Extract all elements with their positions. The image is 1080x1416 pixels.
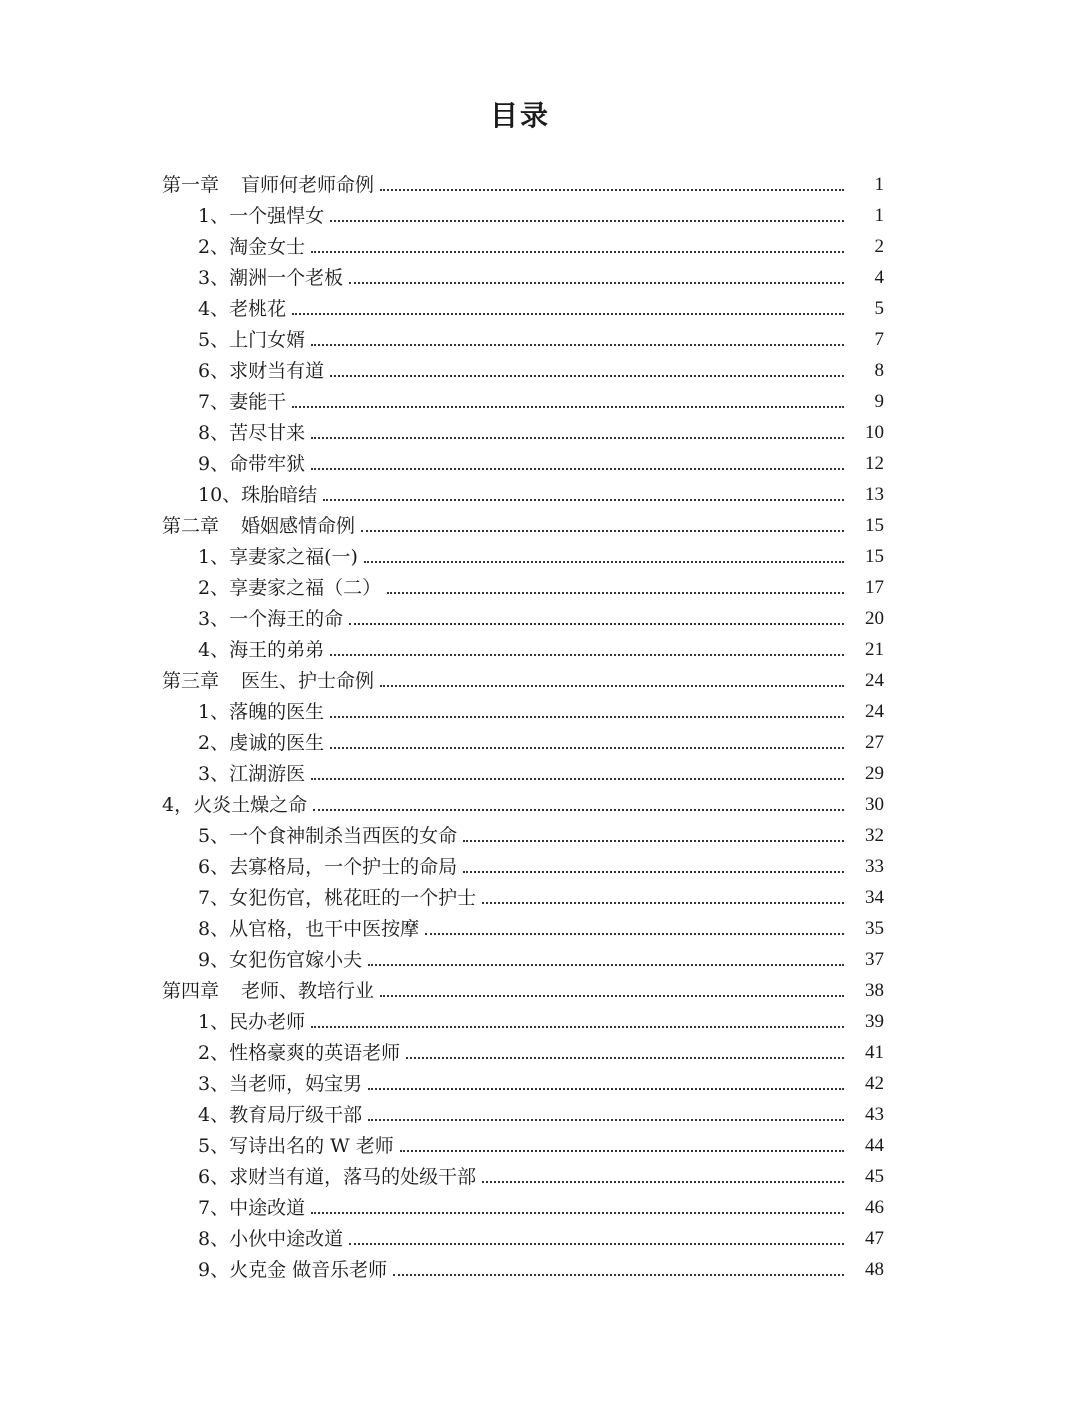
dot-leader	[349, 1243, 844, 1245]
toc-entry-title	[198, 824, 457, 848]
toc-entry-title	[198, 235, 305, 259]
toc-entry-title	[162, 669, 374, 693]
toc-item-row[interactable]	[0, 445, 1080, 476]
toc-entry-title	[198, 1010, 305, 1034]
toc-entry-title	[198, 1227, 343, 1251]
toc-entry-title	[198, 886, 476, 910]
page-number: 38	[865, 980, 884, 1001]
toc-item-row[interactable]	[0, 724, 1080, 755]
toc-entry-label: 9、女犯伤官嫁小夫	[198, 949, 363, 971]
toc-chapter-row[interactable]	[0, 166, 1080, 197]
toc-item-row[interactable]	[0, 1003, 1080, 1034]
toc-entry-label: 9、命带牢狱	[198, 453, 306, 475]
toc-item-row[interactable]	[0, 197, 1080, 228]
toc-entry-title	[198, 421, 305, 445]
toc-entry-title	[198, 1103, 362, 1127]
toc-entry-label: 1、民办老师	[198, 1011, 306, 1033]
toc-entry-label: 10、珠胎暗结	[198, 484, 318, 506]
toc-entry-label: 盲师何老师命例	[241, 174, 375, 196]
page-number: 35	[865, 918, 884, 939]
toc-item-row[interactable]	[0, 1251, 1080, 1282]
page-number: 33	[865, 856, 884, 877]
toc-entry-label: 3、一个海王的命	[198, 608, 344, 630]
page-number: 37	[865, 949, 884, 970]
page-number: 4	[874, 267, 884, 288]
toc-entry-title	[198, 204, 324, 228]
dot-leader	[330, 375, 844, 377]
toc-item-row[interactable]	[0, 1034, 1080, 1065]
toc-entry-label: 2、性格豪爽的英语老师	[198, 1042, 401, 1064]
toc-entry-title	[198, 328, 305, 352]
page-number: 12	[865, 453, 884, 474]
page-number: 24	[865, 670, 884, 691]
toc-chapter-row[interactable]	[0, 507, 1080, 538]
table-of-contents	[0, 166, 1080, 1282]
dot-leader	[292, 313, 844, 315]
toc-entry-label: 7、妻能干	[198, 391, 287, 413]
chapter-number: 第四章	[162, 980, 220, 1002]
toc-entry-label: 婚姻感情命例	[241, 515, 356, 537]
toc-item-row[interactable]	[0, 631, 1080, 662]
page-number: 7	[874, 329, 884, 350]
toc-entry-title	[198, 700, 324, 724]
page-number: 5	[874, 298, 884, 319]
page-number: 10	[865, 422, 884, 443]
toc-entry-label: 7、中途改道	[198, 1197, 306, 1219]
dot-leader	[313, 809, 844, 811]
toc-item-row[interactable]	[0, 290, 1080, 321]
toc-entry-label: 8、从官格，也干中医按摩	[198, 918, 420, 940]
dot-leader	[311, 344, 844, 346]
dot-leader	[393, 1274, 844, 1276]
dot-leader	[330, 220, 844, 222]
dot-leader	[349, 623, 844, 625]
dot-leader	[330, 716, 844, 718]
toc-chapter-row[interactable]	[0, 662, 1080, 693]
toc-entry-title	[198, 762, 305, 786]
toc-entry-title	[162, 173, 374, 197]
toc-entry-label: 5、一个食神制杀当西医的女命	[198, 825, 458, 847]
toc-entry-label: 8、苦尽甘来	[198, 422, 306, 444]
toc-entry-title	[162, 514, 355, 538]
toc-entry-title	[198, 1041, 400, 1065]
toc-item-row[interactable]	[0, 1065, 1080, 1096]
toc-entry-label: 1、落魄的医生	[198, 701, 325, 723]
toc-entry-label: 8、小伙中途改道	[198, 1228, 344, 1250]
dot-leader	[330, 654, 844, 656]
toc-entry-label: 6、去寡格局，一个护士的命局	[198, 856, 458, 878]
page-number: 39	[865, 1011, 884, 1032]
dot-leader	[323, 499, 844, 501]
toc-entry-label: 医生、护士命例	[241, 670, 375, 692]
dot-leader	[311, 468, 844, 470]
toc-item-row[interactable]	[0, 414, 1080, 445]
page-number: 17	[865, 577, 884, 598]
dot-leader	[330, 747, 844, 749]
toc-entry-label: 5、写诗出名的 W 老师	[198, 1135, 394, 1157]
page-number: 42	[865, 1073, 884, 1094]
dot-leader	[311, 1212, 844, 1214]
toc-entry-title	[198, 1196, 305, 1220]
toc-item-row[interactable]	[0, 228, 1080, 259]
toc-entry-label: 9、火克金 做音乐老师	[198, 1259, 388, 1281]
page-number: 48	[865, 1259, 884, 1280]
toc-item-row[interactable]	[0, 1189, 1080, 1220]
toc-entry-label: 1、享妻家之福(一)	[198, 546, 358, 568]
toc-entry-label: 3、江湖游医	[198, 763, 306, 785]
page-number: 9	[874, 391, 884, 412]
dot-leader	[361, 530, 844, 532]
dot-leader	[311, 437, 844, 439]
toc-entry-label: 1、一个强悍女	[198, 205, 325, 227]
dot-leader	[292, 406, 844, 408]
page-number: 45	[865, 1166, 884, 1187]
dot-leader	[400, 1150, 844, 1152]
toc-item-row[interactable]	[0, 600, 1080, 631]
page-number: 43	[865, 1104, 884, 1125]
dot-leader	[364, 561, 844, 563]
toc-item-row[interactable]	[0, 383, 1080, 414]
page-title: 目录	[489, 99, 550, 132]
dot-leader	[311, 251, 844, 253]
toc-entry-label: 7、女犯伤官，桃花旺的一个护士	[198, 887, 477, 909]
toc-entry-title	[198, 1165, 476, 1189]
toc-item-row[interactable]	[0, 321, 1080, 352]
toc-entry-label: 6、求财当有道，落马的处级干部	[198, 1166, 477, 1188]
toc-item-row[interactable]	[0, 476, 1080, 507]
toc-item-row[interactable]	[0, 538, 1080, 569]
page-number: 15	[865, 546, 884, 567]
page-number: 8	[874, 360, 884, 381]
toc-item-row[interactable]	[0, 259, 1080, 290]
toc-chapter-row[interactable]	[0, 972, 1080, 1003]
page-number: 30	[865, 794, 884, 815]
dot-leader	[387, 592, 844, 594]
dot-leader	[463, 871, 844, 873]
dot-leader	[463, 840, 844, 842]
toc-entry-title	[198, 390, 286, 414]
chapter-number: 第三章	[162, 670, 220, 692]
chapter-number: 第二章	[162, 515, 220, 537]
dot-leader	[311, 1026, 844, 1028]
page-number: 1	[874, 205, 884, 226]
dot-leader	[406, 1057, 844, 1059]
page-number: 34	[865, 887, 884, 908]
toc-item-row[interactable]	[0, 1096, 1080, 1127]
page-number: 13	[865, 484, 884, 505]
toc-chapter-row[interactable]	[0, 786, 1080, 817]
toc-entry-title	[198, 638, 324, 662]
toc-item-row[interactable]	[0, 1220, 1080, 1251]
page-number: 24	[865, 701, 884, 722]
toc-entry-title	[198, 266, 343, 290]
toc-entry-title	[198, 948, 362, 972]
dot-leader	[425, 933, 844, 935]
toc-entry-title	[198, 1072, 362, 1096]
page-number: 1	[874, 174, 884, 195]
page-number: 21	[865, 639, 884, 660]
toc-entry-title	[198, 452, 305, 476]
toc-entry-title	[198, 1258, 387, 1282]
toc-item-row[interactable]	[0, 352, 1080, 383]
toc-entry-title	[162, 793, 307, 817]
toc-item-row[interactable]	[0, 693, 1080, 724]
toc-entry-title	[198, 731, 324, 755]
page-number: 32	[865, 825, 884, 846]
page-number: 46	[865, 1197, 884, 1218]
page-number: 47	[865, 1228, 884, 1249]
page-number: 15	[865, 515, 884, 536]
toc-item-row[interactable]	[0, 848, 1080, 879]
toc-item-row[interactable]	[0, 1127, 1080, 1158]
page-number: 20	[865, 608, 884, 629]
toc-entry-title	[198, 576, 381, 600]
toc-entry-label: 4，火炎土燥之命	[162, 794, 308, 816]
toc-item-row[interactable]	[0, 941, 1080, 972]
toc-item-row[interactable]	[0, 910, 1080, 941]
toc-entry-title	[198, 483, 317, 507]
page-number: 44	[865, 1135, 884, 1156]
dot-leader	[380, 995, 844, 997]
toc-entry-label: 2、淘金女士	[198, 236, 306, 258]
toc-entry-title	[162, 979, 374, 1003]
dot-leader	[368, 1119, 844, 1121]
page-number: 29	[865, 763, 884, 784]
toc-item-row[interactable]	[0, 1158, 1080, 1189]
toc-entry-label: 6、求财当有道	[198, 360, 325, 382]
toc-entry-label: 2、享妻家之福（二）	[198, 577, 382, 599]
toc-entry-label: 4、老桃花	[198, 298, 287, 320]
dot-leader	[482, 902, 844, 904]
toc-entry-title	[198, 607, 343, 631]
toc-entry-title	[198, 359, 324, 383]
toc-item-row[interactable]	[0, 879, 1080, 910]
toc-entry-title	[198, 917, 419, 941]
dot-leader	[311, 778, 844, 780]
page-number: 27	[865, 732, 884, 753]
page-number: 41	[865, 1042, 884, 1063]
toc-entry-label: 5、上门女婿	[198, 329, 306, 351]
dot-leader	[349, 282, 844, 284]
toc-item-row[interactable]	[0, 755, 1080, 786]
dot-leader	[380, 685, 844, 687]
toc-entry-title	[198, 545, 358, 569]
toc-entry-label: 3、当老师，妈宝男	[198, 1073, 363, 1095]
toc-entry-title	[198, 855, 457, 879]
toc-entry-title	[198, 297, 286, 321]
toc-entry-label: 4、海王的弟弟	[198, 639, 325, 661]
dot-leader	[380, 189, 844, 191]
toc-entry-title	[198, 1134, 394, 1158]
toc-item-row[interactable]	[0, 569, 1080, 600]
dot-leader	[368, 1088, 844, 1090]
chapter-number: 第一章	[162, 174, 220, 196]
toc-entry-label: 4、教育局厅级干部	[198, 1104, 363, 1126]
toc-entry-label: 2、虔诚的医生	[198, 732, 325, 754]
toc-entry-label: 老师、教培行业	[241, 980, 375, 1002]
page-number: 2	[874, 236, 884, 257]
dot-leader	[482, 1181, 844, 1183]
toc-entry-label: 3、潮洲一个老板	[198, 267, 344, 289]
toc-item-row[interactable]	[0, 817, 1080, 848]
dot-leader	[368, 964, 844, 966]
